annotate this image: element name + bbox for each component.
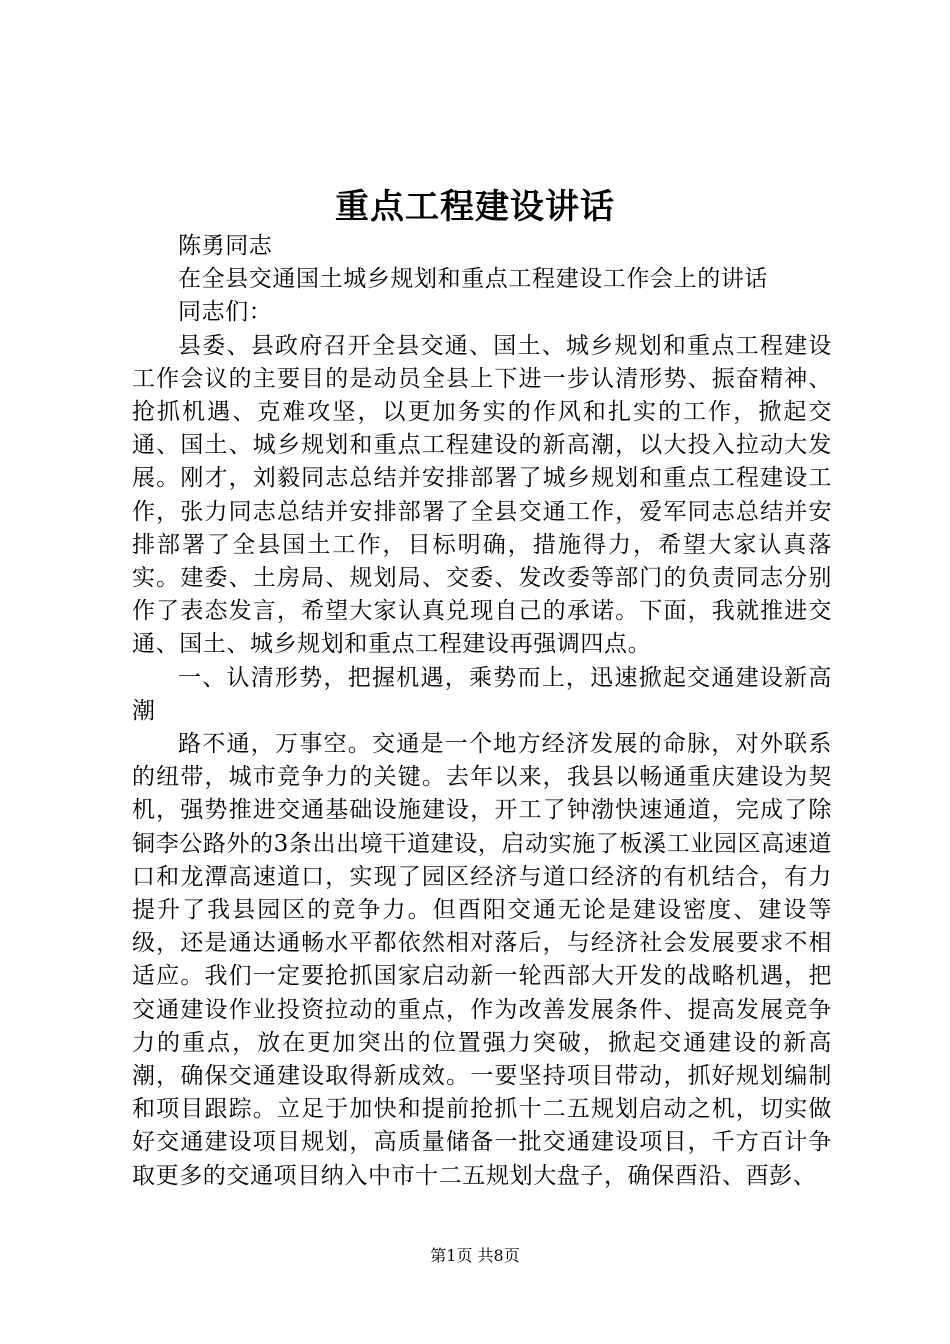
salutation: 同志们： (178, 299, 273, 326)
section-heading: 一、认清形势，把握机遇，乘势而上，迅速掀起交通建设新高潮 (132, 664, 832, 724)
speaker-line: 陈勇同志 (178, 233, 273, 259)
body-paragraph: 路不通，万事空。交通是一个地方经济发展的命脉，对外联系的纽带，城市竞争力的关键。去年以来，我县以畅通重庆建设为契机，强势推进交通基础设施建设，开工了钟渤快速通道，完成了除铜李公路外的3条出出境干道建设，启动实施了板溪工业园区高速道口和龙潭高速道口，实现了园区经济与道口经济的有机结合，有力提升了我县园区的竞争力。但酉阳交通无论是建设密度、建设等级，还是通达通畅水平都依然相对落后，与经济社会发展要求不相适应。我们一定要抢抓国家启动新一轮西部大开发的战略机遇，把交通建设作业投资拉动的重点，作为改善发展条件、提高发展竞争力的重点，放在更加突出的位置强力突破，掀起交通建设的新高潮，确保交通建设取得新成效。一要坚持项目带动，抓好规划编制和项目跟踪。立足于加快和提前抢抓十二五规划启动之机，切实做好交通建设项目规划，高质量储备一批交通建设项目，千方百计争取更多的交通项目纳入中市十二五规划大盘子，确保酉沿、酉彭、 (132, 731, 832, 1189)
document-body (132, 230, 832, 1193)
speech-subtitle: 在全县交通国土城乡规划和重点工程建设工作会上的讲话 (178, 266, 768, 293)
page-footer: 第1页 共8页 (430, 1246, 520, 1265)
document-title: 重点工程建设讲话 (335, 187, 615, 227)
body-paragraph: 县委、县政府召开全县交通、国土、城乡规划和重点工程建设工作会议的主要目的是动员全县上下进一步认清形势、振奋精神、抢抓机遇、克难攻坚，以更加务实的作风和扎实的工作，掀起交通、国土、城乡规划和重点工程建设的新高潮，以大投入拉动大发展。刚才，刘毅同志总结并安排部署了城乡规划和重点工程建设工作，张力同志总结并安排部署了全县交通工作，爱军同志总结并安排部署了全县国土工作，目标明确，措施得力，希望大家认真落实。建委、土房局、规划局、交委、发改委等部门的负责同志分别作了表态发言，希望大家认真兑现自己的承诺。下面，我就推进交通、国土、城乡规划和重点工程建设再强调四点。 (132, 332, 832, 658)
